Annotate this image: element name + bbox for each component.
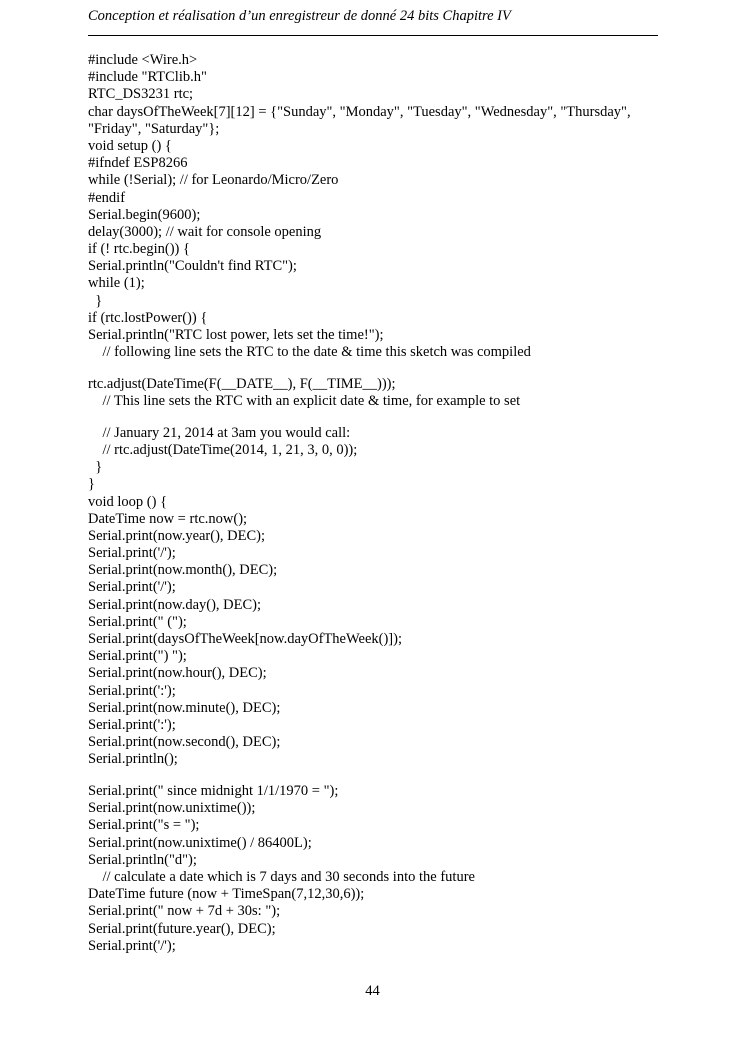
code-line: Serial.print(now.unixtime()); — [88, 800, 256, 817]
code-line: // This line sets the RTC with an explicit date & time, for example to set — [88, 393, 521, 410]
code-line: Serial.println("Couldn't find RTC"); — [88, 258, 297, 275]
code-line: char daysOfTheWeek[7][12] = {"Sunday", "Monday", "Tuesday", "Wednesday", "Thursday", — [88, 103, 631, 120]
code-line: DateTime now = rtc.now(); — [88, 510, 248, 527]
code-line: #include <Wire.h> — [88, 52, 198, 68]
code-line: Serial.print(" since midnight 1/1/1970 = "); — [88, 783, 339, 799]
code-line: Serial.print('/'); — [88, 545, 176, 562]
code-line: Serial.println("d"); — [88, 851, 197, 868]
code-line: Serial.print(':'); — [88, 716, 176, 733]
code-line: DateTime future (now + TimeSpan(7,12,30,6)); — [88, 886, 365, 903]
header-divider — [88, 35, 658, 36]
code-line: void setup () { — [88, 137, 172, 154]
code-line: Serial.print(now.unixtime() / 86400L); — [88, 834, 312, 851]
code-line: Serial.print(now.year(), DEC); — [88, 527, 266, 544]
code-line: Serial.print(now.minute(), DEC); — [88, 699, 281, 716]
code-line: Serial.println(); — [88, 751, 178, 768]
running-header: Conception et réalisation d’un enregistreur de donné 24 bits Chapitre IV — [88, 8, 511, 24]
code-line: Serial.print(now.second(), DEC); — [88, 734, 281, 751]
code-line: if (rtc.lostPower()) { — [88, 309, 208, 326]
code-line: rtc.adjust(DateTime(F(__DATE__), F(__TIME__))); — [88, 375, 396, 392]
code-line: Serial.print('/'); — [88, 937, 176, 954]
code-line: // rtc.adjust(DateTime(2014, 1, 21, 3, 0, 0)); — [88, 441, 358, 458]
code-line: while (!Serial); // for Leonardo/Micro/Zero — [88, 172, 339, 189]
code-line: RTC_DS3231 rtc; — [88, 86, 194, 103]
code-line: "Friday", "Saturday"}; — [88, 120, 220, 137]
code-line: Serial.print('/'); — [88, 579, 176, 596]
code-line: #endif — [88, 189, 126, 206]
code-line: while (1); — [88, 275, 145, 292]
code-blank-line — [88, 361, 658, 376]
code-line: Serial.print(daysOfTheWeek[now.dayOfTheWeek()]); — [88, 631, 402, 647]
code-line: } — [88, 459, 103, 476]
code-line: void loop () { — [88, 493, 168, 510]
code-line: Serial.print(" now + 7d + 30s: "); — [88, 903, 281, 920]
code-line: Serial.print(" ("); — [88, 613, 187, 630]
page-number: 44 — [365, 983, 380, 999]
code-line: Serial.print(':'); — [88, 682, 176, 699]
code-line: } — [88, 476, 95, 493]
code-line: Serial.print(now.hour(), DEC); — [88, 665, 267, 682]
code-blank-line — [88, 769, 658, 784]
code-line: Serial.println("RTC lost power, lets set the time!"); — [88, 327, 384, 343]
code-line: Serial.print(now.month(), DEC); — [88, 562, 278, 579]
code-line: delay(3000); // wait for console opening — [88, 223, 322, 240]
code-line: } — [88, 292, 103, 309]
code-line: if (! rtc.begin()) { — [88, 241, 190, 258]
code-line: Serial.print("s = "); — [88, 817, 200, 834]
code-line: #ifndef ESP8266 — [88, 155, 188, 172]
code-line: // calculate a date which is 7 days and 30 seconds into the future — [88, 868, 475, 885]
code-line: Serial.print(future.year(), DEC); — [88, 920, 276, 937]
code-line: Serial.begin(9600); — [88, 206, 201, 223]
code-line: Serial.print(") "); — [88, 648, 187, 665]
code-line: // following line sets the RTC to the date & time this sketch was compiled — [88, 344, 531, 361]
code-line: #include "RTClib.h" — [88, 69, 207, 86]
code-line: Serial.print(now.day(), DEC); — [88, 596, 262, 613]
code-line: // January 21, 2014 at 3am you would call: — [88, 424, 351, 441]
code-blank-line — [88, 410, 658, 425]
code-listing — [88, 52, 658, 955]
